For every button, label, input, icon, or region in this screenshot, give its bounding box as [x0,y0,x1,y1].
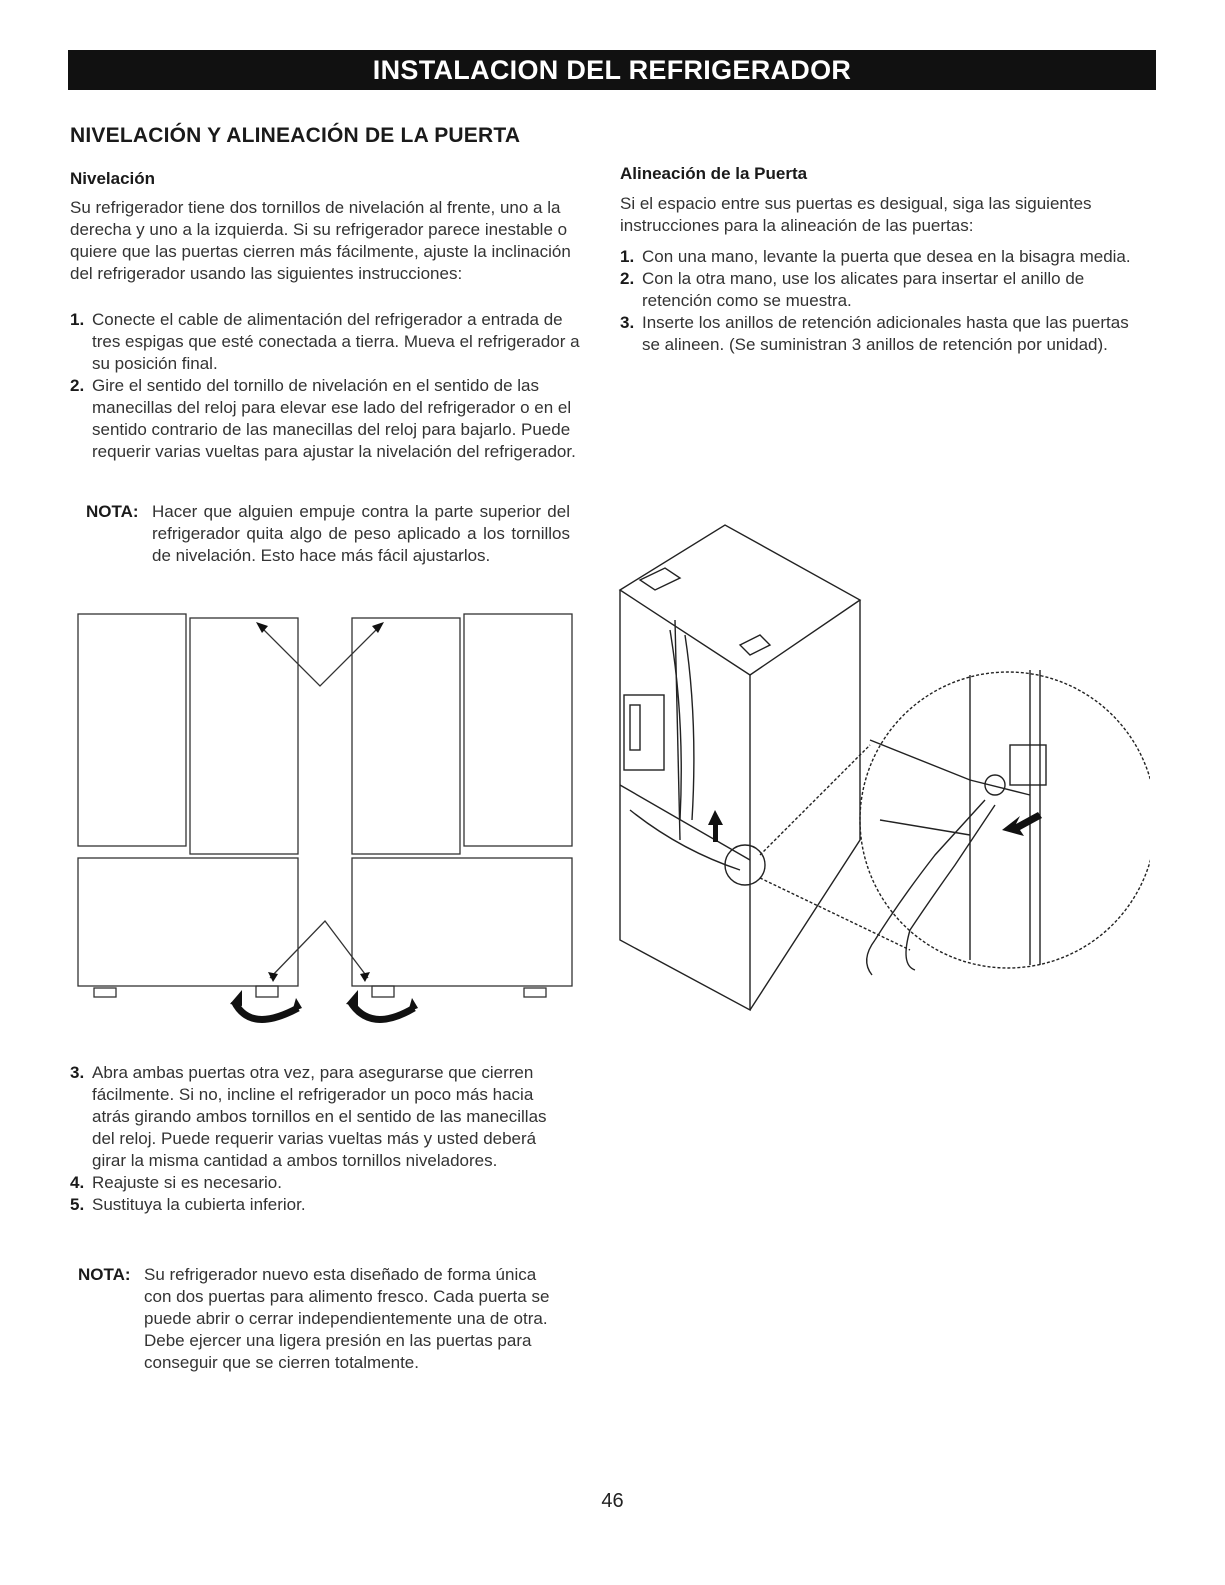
page-banner: INSTALACION DEL REFRIGERADOR [68,50,1156,90]
step-text: Reajuste si es necesario. [92,1173,282,1192]
list-item [70,309,580,375]
note-text: Su refrigerador nuevo esta diseñado de forma única con dos puertas para alimento fresco. Cada puerta se puede abrir o cerrar independientemente una de otra. Debe ejercer una ligera presión en las puertas para conseguir que se cierren totalmente. [144,1265,550,1372]
step-number: 1. [70,310,85,329]
leveling-intro: Su refrigerador tiene dos tornillos de nivelación al frente, uno a la derecha y uno a la izquierda. Si su refrigerador parece inestable o quiere que las puertas cierren más fácilmente, ajuste la inclinación del refrigerador usando las siguientes instrucciones: [70,198,571,283]
note-doors [78,1264,558,1374]
step-text: Inserte los anillos de retención adicionales hasta que las puertas se alineen. (Se suministran 3 anillos de retención por unidad). [642,313,1129,354]
leveling-heading: Nivelación [70,169,156,188]
alignment-steps [620,246,1150,356]
list-item [70,375,580,463]
step-number: 5. [70,1195,85,1214]
list-item [70,1062,550,1172]
list-item [620,268,1150,312]
leveling-diagram [70,606,580,1036]
step-number: 2. [620,269,635,288]
step-text: Conecte el cable de alimentación del refrigerador a entrada de tres espigas que esté conectada a tierra. Mueva el refrigerador a su posición final. [92,310,580,373]
step-text: Gire el sentido del tornillo de nivelación en el sentido de las manecillas del reloj para elevar ese lado del refrigerador o en el sentido contrario de las manecillas del reloj para bajarlo. Puede requerir varias vueltas para ajustar la nivelación del refrigerador. [92,376,576,461]
step-number: 3. [620,313,635,332]
alignment-intro: Si el espacio entre sus puertas es desigual, siga las siguientes instrucciones para la alineación de las puertas: [620,194,1092,235]
note-leveling [86,501,570,567]
leveling-steps [70,309,580,463]
list-item [70,1172,550,1194]
note-label: NOTA: [86,502,139,521]
step-number: 1. [620,247,635,266]
note-text: Hacer que alguien empuje contra la parte superior del refrigerador quita algo de peso aplicado a los tornillos de nivelación. Esto hace más fácil ajustarlos. [152,502,570,565]
step-number: 4. [70,1173,85,1192]
door-alignment-illustration [610,520,1150,1015]
alignment-heading: Alineación de la Puerta [620,164,808,183]
list-item [620,312,1150,356]
list-item [70,1194,550,1216]
note-label: NOTA: [78,1265,131,1284]
page-number: 46 [601,1490,624,1512]
step-number: 3. [70,1063,85,1082]
step-text: Con una mano, levante la puerta que desea en la bisagra media. [642,247,1131,266]
step-text: Sustituya la cubierta inferior. [92,1195,306,1214]
leveling-steps-continued [70,1062,550,1216]
step-text: Abra ambas puertas otra vez, para asegurarse que cierren fácilmente. Si no, incline el refrigerador un poco más hacia atrás girando ambos tornillos en el sentido de las manecillas del reloj. Puede requerir varias vueltas más y usted deberá girar la misma cantidad a ambos tornillos niveladores. [92,1063,547,1170]
section-title: NIVELACIÓN Y ALINEACIÓN DE LA PUERTA [70,124,521,147]
list-item [620,246,1150,268]
step-number: 2. [70,376,85,395]
step-text: Con la otra mano, use los alicates para insertar el anillo de retención como se muestra. [642,269,1085,310]
